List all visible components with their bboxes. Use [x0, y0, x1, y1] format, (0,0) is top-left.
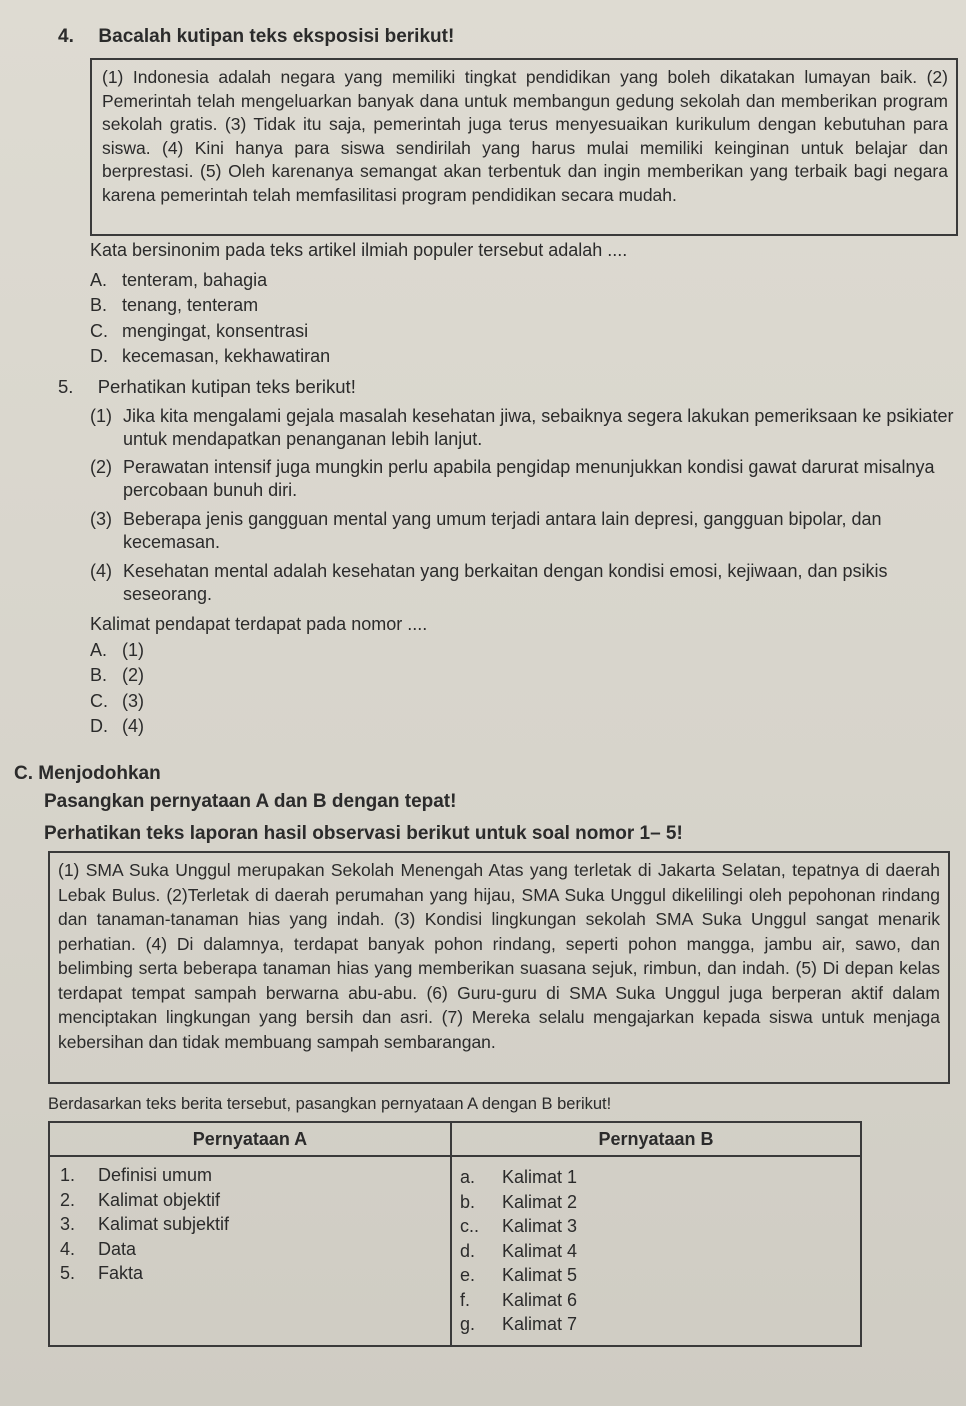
q5-heading [58, 376, 356, 398]
header-pernyataan-a: Pernyataan A [49, 1122, 451, 1156]
q5-option-c[interactable]: C. (3) [90, 691, 144, 711]
q4-heading [58, 26, 454, 48]
q4-passage: (1) Indonesia adalah negara yang memiliki tingkat pendidikan yang boleh dikatakan lumayan baik. (2) Pemerintah telah mengeluarkan banyak dana untuk membangun gedung sekolah dan memberikan program sekolah gratis. (3) Tidak itu saja, pemerintah juga terus menyesuaikan kurikulum dengan kebutuhan para siswa. (4) Kini hanya para siswa sendirilah yang harus mulai memiliki keinginan untuk belajar dan berprestasi. (5) Oleh karenanya semangat akan terbentuk dan ingin memberikan yang terbaik bagi negara karena pemerintah telah memfasilitasi program pendidikan secara mudah. [102, 67, 948, 205]
statement-a-4[interactable]: 4. Data [60, 1238, 137, 1259]
q5-option-a[interactable]: A. (1) [90, 640, 144, 660]
header-pernyataan-b: Pernyataan B [451, 1122, 861, 1156]
q5-statement-4: (4) Kesehatan mental adalah kesehatan yang berkaitan dengan kondisi emosi, kejiwaan, dan psikis seseorang. [90, 561, 888, 604]
q4-number: 4. [58, 26, 74, 47]
section-c-task: Berdasarkan teks berita tersebut, pasangkan pernyataan A dengan B berikut! [48, 1095, 612, 1113]
statement-b-c[interactable]: c.. Kalimat 3 [460, 1216, 578, 1236]
section-c-passage: (1) SMA Suka Unggul merupakan Sekolah Menengah Atas yang terletak di Jakarta Selatan, tepatnya di daerah Lebak Bulus. (2)Terletak di daerah perumahan yang hijau, SMA Suka Unggul dikelilingi oleh pepohonan rindang dan tanaman-tanaman hias yang indah. (3) Kondisi lingkungan sekolah SMA Suka Unggul sangat menarik perhatian. (4) Di dalamnya, terdapat banyak pohon rindang, seperti pohon mangga, jambu air, sawo, dan belimbing serta beberapa tanaman hias yang memberikan suasana sejuk, rimbun, dan indah. (5) Di depan kelas terdapat tempat sampah berwarna abu-abu. (6) Guru-guru di SMA Suka Unggul juga berperan aktif dalam menciptakan lingkungan yang bersih dan asri. (7) Mereka selalu mengajarkan kepada siswa untuk menjaga kebersihan dan tidak membuang sampah sembarangan. [58, 860, 940, 1052]
q5-option-d[interactable]: D. (4) [90, 716, 144, 736]
statement-b-e[interactable]: e. Kalimat 5 [460, 1265, 578, 1285]
statement-b-f[interactable]: f. Kalimat 6 [460, 1289, 578, 1310]
q4-instruction: Bacalah kutipan teks eksposisi berikut! [98, 26, 455, 47]
q4-option-a[interactable]: A. tenteram, bahagia [90, 270, 268, 290]
q5-instruction: Perhatikan kutipan teks berikut! [97, 376, 356, 397]
statement-b-d[interactable]: d. Kalimat 4 [460, 1240, 578, 1261]
column-a [49, 1156, 451, 1346]
statement-a-5[interactable]: 5. Fakta [60, 1263, 144, 1283]
section-c-instruction: Pasangkan pernyataan A dan B dengan tepat! [44, 791, 457, 812]
q5-question: Kalimat pendapat terdapat pada nomor .... [90, 614, 428, 634]
section-c-passage-box [48, 851, 950, 1084]
q4-option-b[interactable]: B. tenang, tenteram [90, 295, 259, 315]
section-c-heading: C. Menjodohkan [14, 763, 161, 784]
q5-statement-3: (3) Beberapa jenis gangguan mental yang umum terjadi antara lain depresi, gangguan bipolar, dan kecemasan. [90, 509, 882, 552]
statement-a-3[interactable]: 3. Kalimat subjektif [60, 1214, 230, 1234]
q4-option-c[interactable]: C. mengingat, konsentrasi [90, 321, 309, 341]
statement-b-b[interactable]: b. Kalimat 2 [460, 1191, 578, 1212]
statement-b-g[interactable]: g. Kalimat 7 [460, 1314, 578, 1334]
section-c-intro: Perhatikan teks laporan hasil observasi berikut untuk soal nomor 1– 5! [44, 823, 683, 844]
q5-option-b[interactable]: B. (2) [90, 665, 144, 685]
matching-table [48, 1121, 862, 1347]
column-b [451, 1156, 861, 1346]
statement-a-1[interactable]: 1. Definisi umum [60, 1165, 213, 1185]
q5-statement-2: (2) Perawatan intensif juga mungkin perlu apabila pengidap menunjukkan kondisi gawat darurat misalnya percobaan bunuh diri. [90, 457, 935, 500]
q5-number: 5. [58, 376, 74, 397]
q5-statement-1: (1) Jika kita mengalami gejala masalah kesehatan jiwa, sebaiknya segera lakukan pemeriksaan ke psikiater untuk mendapatkan penanganan lebih lanjut. [90, 406, 954, 449]
statement-a-2[interactable]: 2. Kalimat objektif [60, 1189, 221, 1210]
q4-question: Kata bersinonim pada teks artikel ilmiah populer tersebut adalah .... [90, 240, 628, 260]
q4-option-d[interactable]: D. kecemasan, kekhawatiran [90, 346, 331, 366]
q4-passage-box [90, 58, 958, 236]
statement-b-a[interactable]: a. Kalimat 1 [460, 1167, 578, 1187]
